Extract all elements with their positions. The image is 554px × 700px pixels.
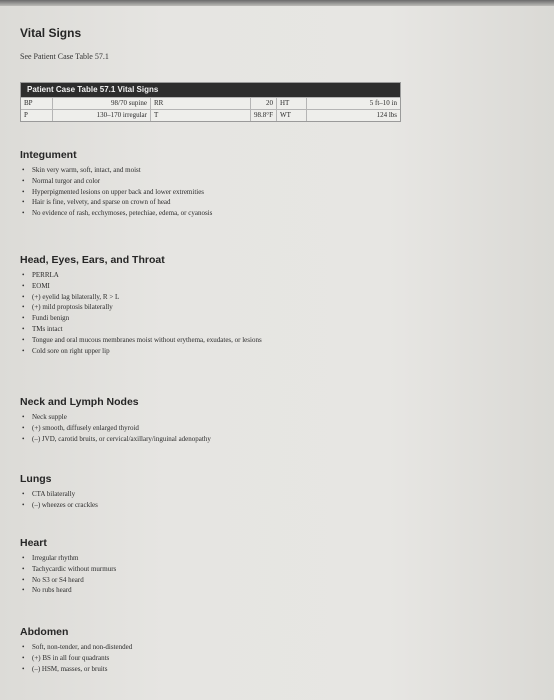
lungs-section — [20, 473, 98, 511]
heart-section — [20, 537, 116, 596]
list-item: • PERRLA — [20, 270, 262, 281]
list-item: • No rubs heard — [20, 585, 116, 596]
list-item: • Skin very warm, soft, intact, and moist — [20, 165, 212, 176]
list-item: • (–) HSM, masses, or bruits — [20, 664, 132, 675]
list-item: • No S3 or S4 heard — [20, 575, 116, 586]
table-cell: BP — [21, 98, 53, 109]
list-item: • CTA bilaterally — [20, 489, 98, 500]
list-item: • Normal turgor and color — [20, 176, 212, 187]
table-cell: RR — [151, 98, 251, 109]
table-caption: Patient Case Table 57.1 Vital Signs — [21, 83, 400, 97]
table-cell: 5 ft–10 in — [369, 99, 397, 107]
list-item: • Cold sore on right upper lip — [20, 346, 262, 357]
bullet-list — [20, 553, 116, 596]
list-item: • Soft, non-tender, and non-distended — [20, 642, 132, 653]
table-row — [21, 109, 400, 121]
vital-signs-table — [20, 82, 401, 122]
bullet-list — [20, 270, 262, 356]
document-page — [0, 6, 554, 700]
list-item: • (+) eyelid lag bilaterally, R > L — [20, 292, 262, 303]
list-item: • Irregular rhythm — [20, 553, 116, 564]
section-heading: Lungs — [20, 473, 52, 485]
table-cell: 124 lbs — [376, 111, 397, 119]
list-item: • (–) JVD, carotid bruits, or cervical/axillary/inguinal adenopathy — [20, 434, 211, 445]
list-item: • (+) smooth, diffusely enlarged thyroid — [20, 423, 211, 434]
list-item: • (–) wheezes or crackles — [20, 500, 98, 511]
table-reference-text: See Patient Case Table 57.1 — [20, 52, 109, 61]
bullet-list — [20, 489, 98, 511]
list-item: • Tongue and oral mucous membranes moist without erythema, exudates, or lesions — [20, 335, 262, 346]
bullet-list — [20, 642, 132, 674]
list-item: • Neck supple — [20, 412, 211, 423]
table-cell: 98.8°F — [251, 110, 277, 121]
table-cell: HT — [277, 98, 307, 109]
list-item: • EOMI — [20, 281, 262, 292]
neck-lymph-section — [20, 396, 211, 444]
table-cell: 130–170 irregular — [53, 110, 151, 121]
list-item: • Fundi benign — [20, 313, 262, 324]
integument-section — [20, 149, 212, 219]
abdomen-section — [20, 626, 132, 674]
vital-signs-heading: Vital Signs — [20, 26, 82, 40]
section-heading: Abdomen — [20, 626, 69, 638]
bullet-list — [20, 165, 212, 219]
bullet-list — [20, 412, 211, 444]
list-item: • TMs intact — [20, 324, 262, 335]
list-item: • Hyperpigmented lesions on upper back and lower extremities — [20, 187, 212, 198]
table-cell: 98/70 supine — [53, 98, 151, 109]
heent-section — [20, 254, 262, 356]
section-heading: Heart — [20, 537, 47, 549]
list-item: • No evidence of rash, ecchymoses, petechiae, edema, or cyanosis — [20, 208, 212, 219]
table-cell: P — [21, 110, 53, 121]
list-item: • Hair is fine, velvety, and sparse on crown of head — [20, 197, 212, 208]
list-item: • (+) mild proptosis bilaterally — [20, 302, 262, 313]
table-cell: T — [151, 110, 251, 121]
table-row — [21, 97, 400, 109]
section-heading: Head, Eyes, Ears, and Throat — [20, 254, 165, 266]
table-cell: WT — [277, 110, 307, 121]
section-heading: Integument — [20, 149, 77, 161]
section-heading: Neck and Lymph Nodes — [20, 396, 139, 408]
list-item: • (+) BS in all four quadrants — [20, 653, 132, 664]
table-cell: 20 — [251, 98, 277, 109]
list-item: • Tachycardic without murmurs — [20, 564, 116, 575]
